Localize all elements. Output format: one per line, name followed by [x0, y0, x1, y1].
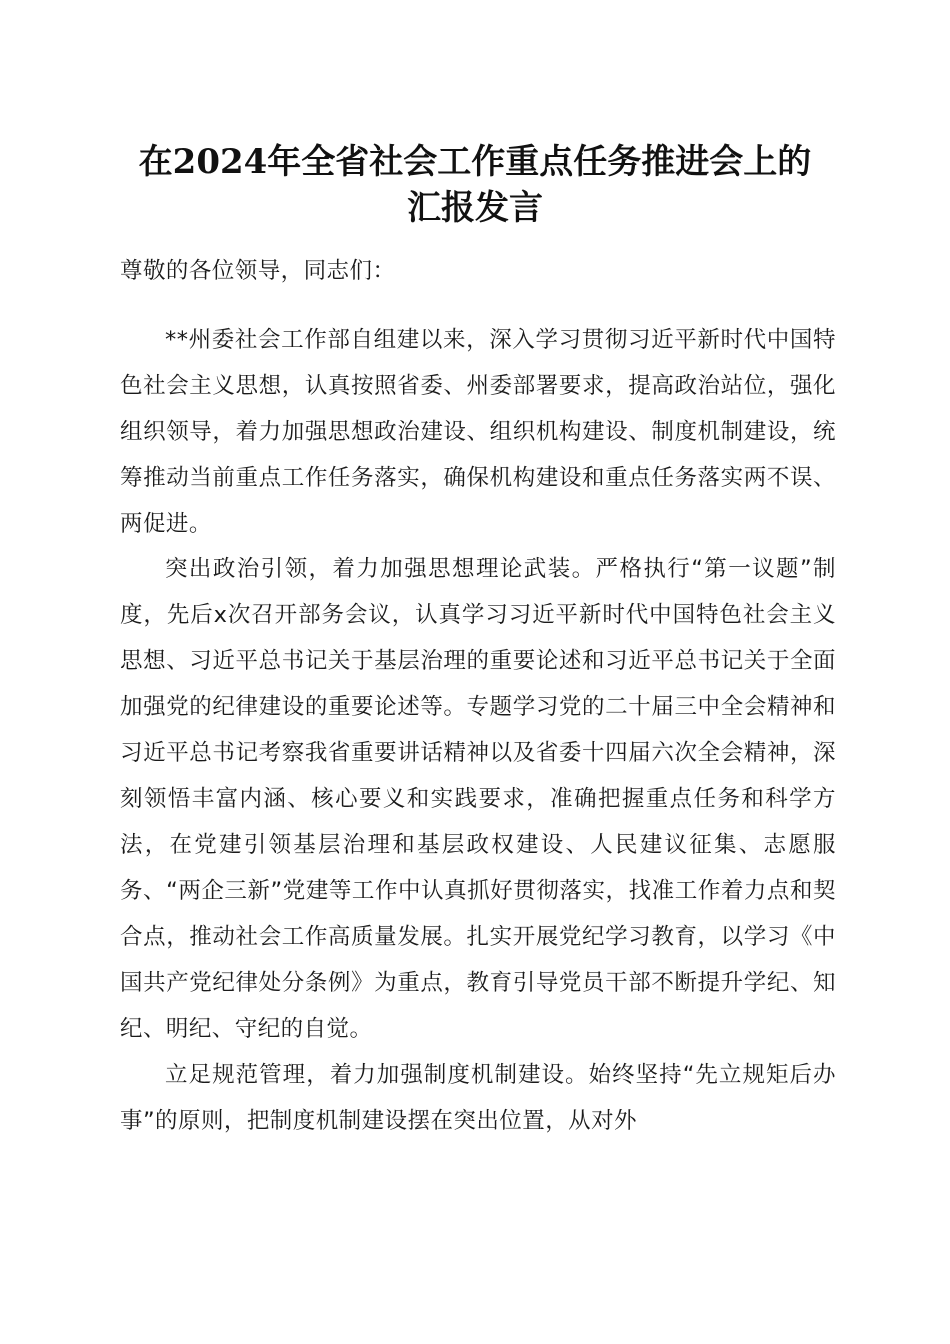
- paragraph-political-guidance: 突出政治引领，着力加强思想理论武装。严格执行“第一议题”制度，先后x次召开部务会议，认真学习习近平新时代中国特色社会主义思想、习近平总书记关于基层治理的重要论述和习近平总书记关于全面加强党的纪律建设的重要论述等。专题学习党的二十届三中全会精神和习近平总书记考察我省重要讲话精神以及省委十四届六次全会精神，深刻领悟丰富内涵、核心要义和实践要求，准确把握重点任务和科学方法，在党建引领基层治理和基层政权建设、人民建议征集、志愿服务、“两企三新”党建等工作中认真抓好贯彻落实，找准工作着力点和契合点，推动社会工作高质量发展。扎实开展党纪学习教育，以学习《中国共产党纪律处分条例》为重点，教育引导党员干部不断提升学纪、知纪、明纪、守纪的自觉。: [120, 556, 836, 1042]
- paragraph-intro: **州委社会工作部自组建以来，深入学习贯彻习近平新时代中国特色社会主义思想，认真按照省委、州委部署要求，提高政治站位，强化组织领导，着力加强思想政治建设、组织机构建设、制度机制建设，统筹推动当前重点工作任务落实，确保机构建设和重点任务落实两不误、两促进。: [120, 327, 836, 537]
- paragraph-institutional-mechanisms: 立足规范管理，着力加强制度机制建设。始终坚持“先立规矩后办事”的原则，把制度机制建设摆在突出位置，从对外: [120, 1062, 836, 1134]
- document-title-line-2: 汇报发言: [407, 188, 543, 228]
- salutation: 尊敬的各位领导，同志们：: [120, 258, 396, 284]
- document-title-line-1: 在2024年全省社会工作重点任务推进会上的: [138, 142, 812, 182]
